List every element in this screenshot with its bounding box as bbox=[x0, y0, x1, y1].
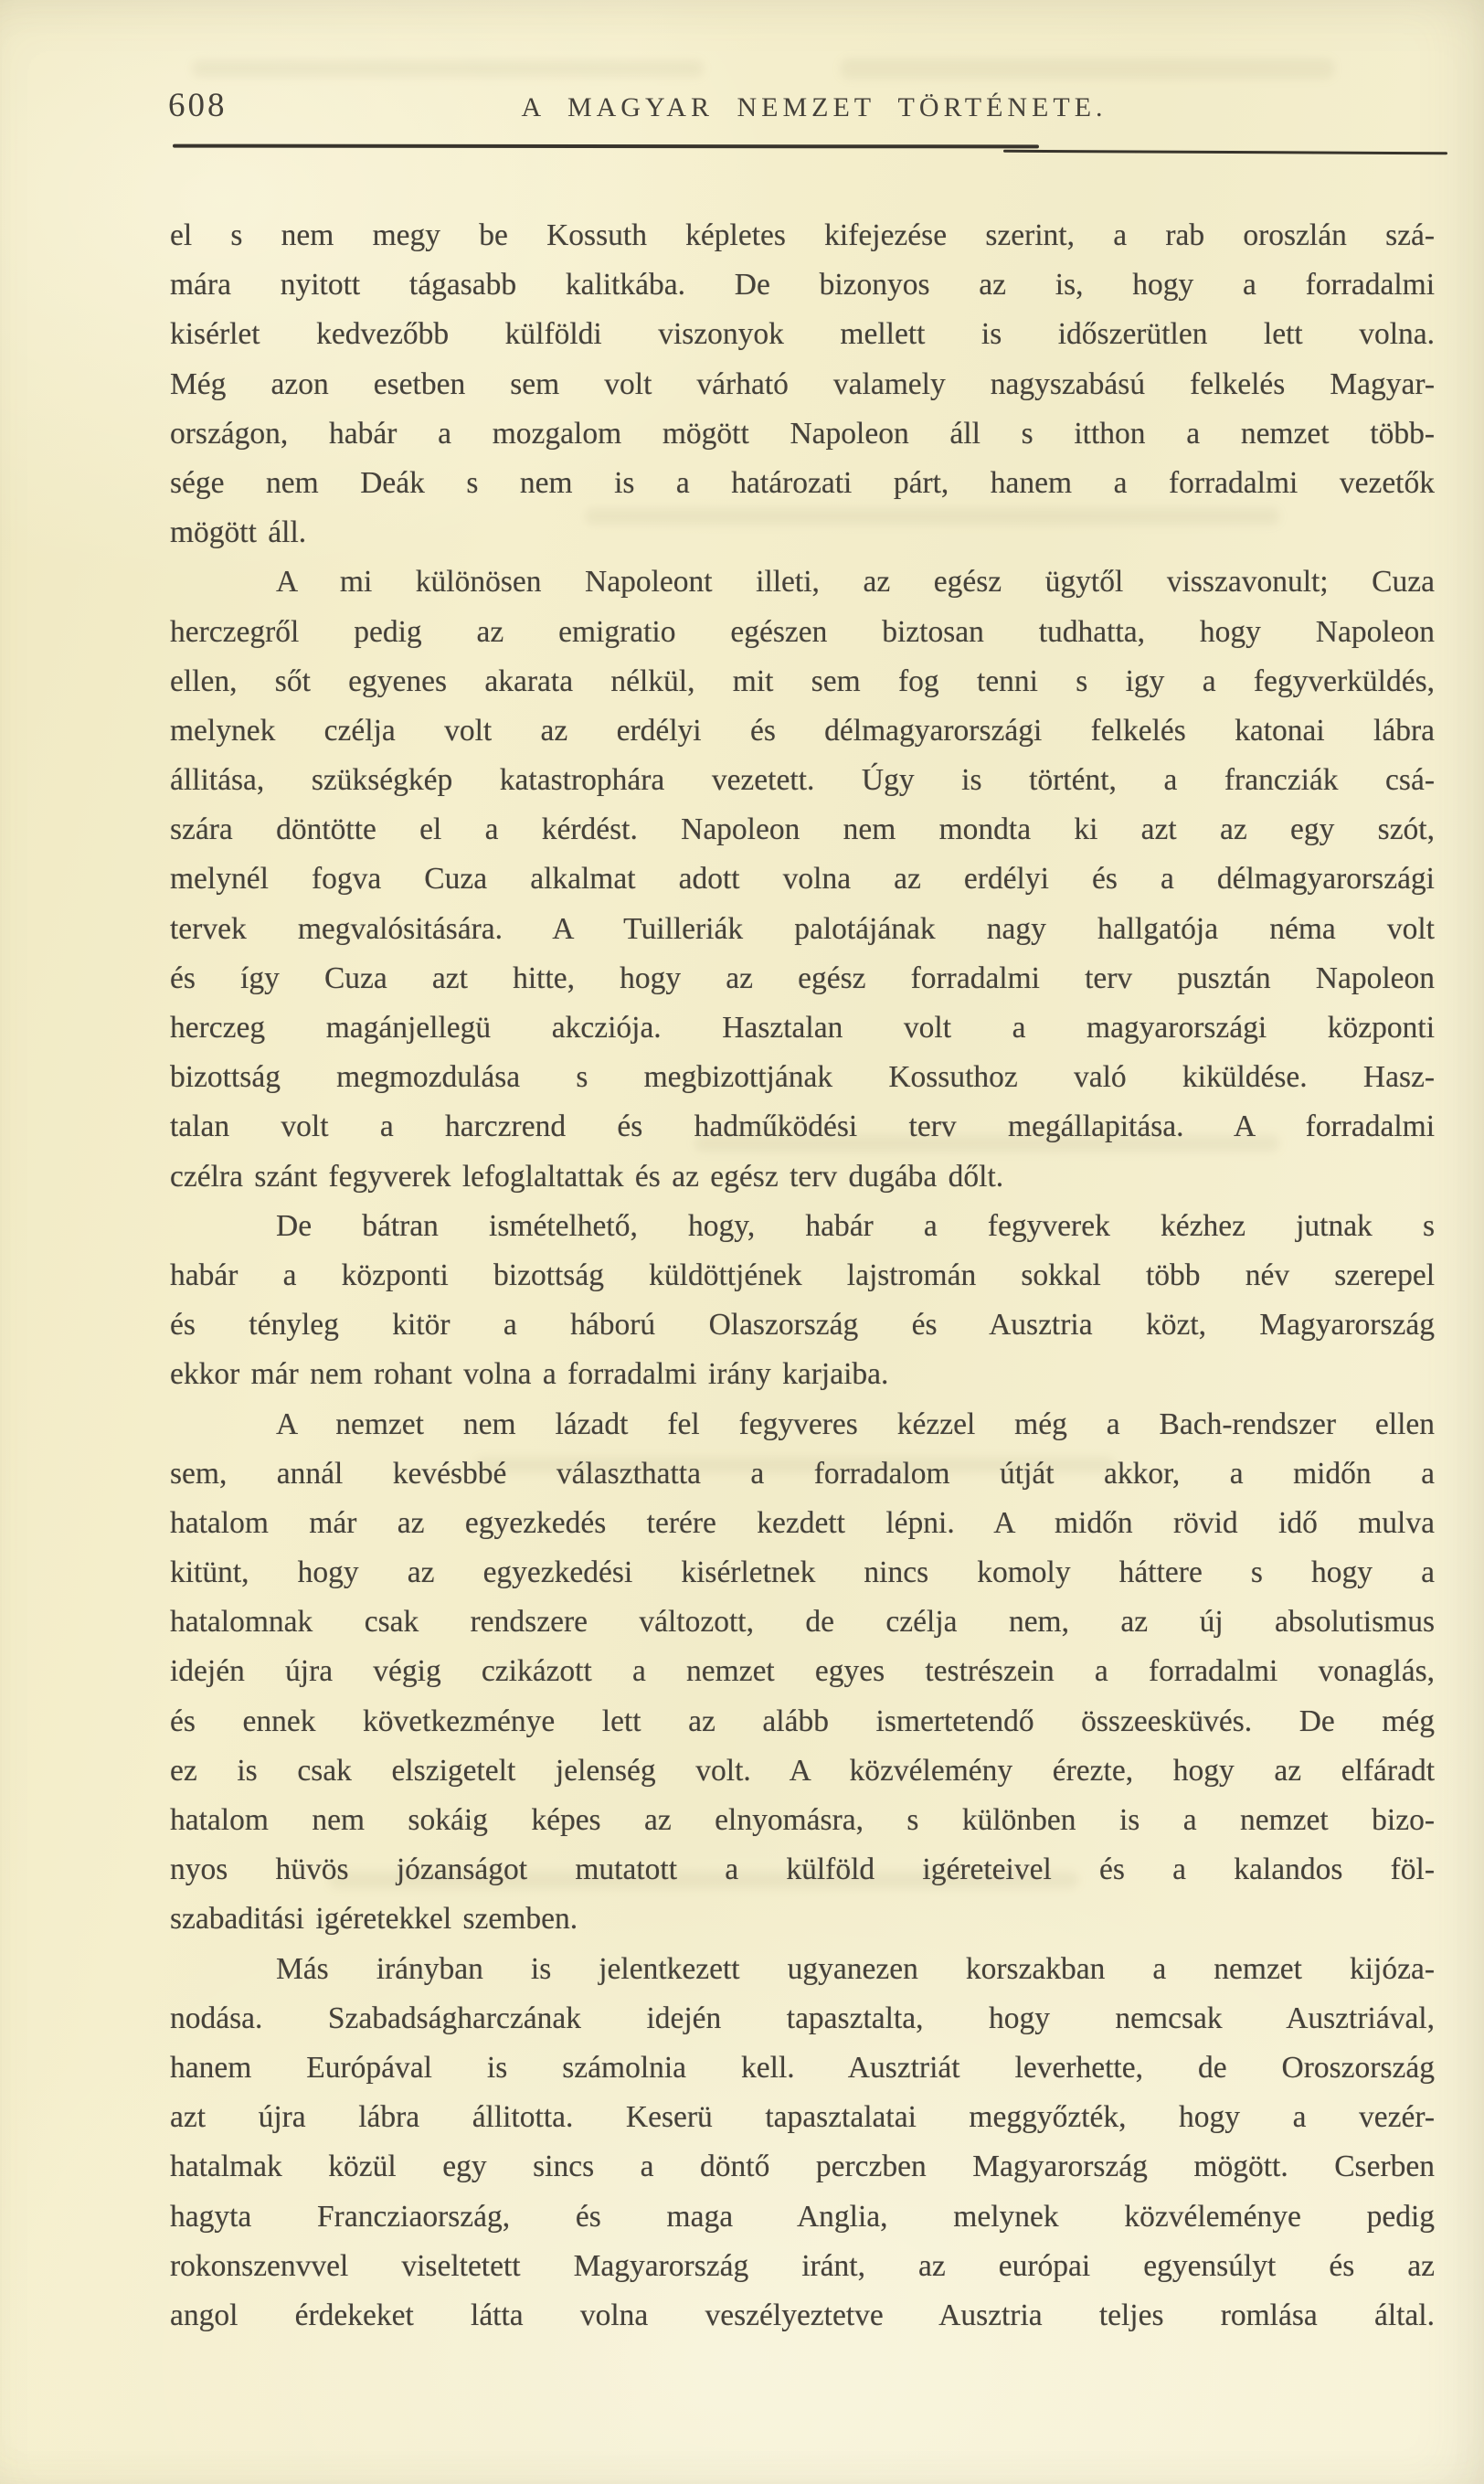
body-text bbox=[170, 211, 1435, 2341]
text-line: De bátran ismételhető, hogy, habár a fegyverek kézhez jutnak s bbox=[276, 1208, 1435, 1243]
text-line: sége nem Deák s nem is a határozati párt, hanem a forradalmi vezetők bbox=[170, 465, 1435, 500]
text-line: sem, annál kevésbbé választhatta a forradalom útját akkor, a midőn a bbox=[170, 1456, 1435, 1491]
text-line: ez is csak elszigetelt jelenség volt. A közvélemény érezte, hogy az elfáradt bbox=[170, 1753, 1435, 1788]
text-line: herczegről pedig az emigratio egészen biztosan tudhatta, hogy Napoleon bbox=[170, 614, 1435, 649]
text-line: ekkor már nem rohant volna a forradalmi irány karjaiba. bbox=[170, 1357, 889, 1392]
text-line: mára nyitott tágasabb kalitkába. De bizonyos az is, hogy a forradalmi bbox=[170, 268, 1435, 303]
text-line: hanem Európával is számolnia kell. Ausztriát leverhette, de Oroszország bbox=[170, 2050, 1435, 2085]
text-line: országon, habár a mozgalom mögött Napoleon áll s itthon a nemzet több- bbox=[170, 416, 1435, 451]
text-line: herczeg magánjellegü akcziója. Hasztalan volt a magyarországi központi bbox=[170, 1011, 1435, 1045]
text-line: melynél fogva Cuza alkalmat adott volna az erdélyi és a délmagyarországi bbox=[170, 862, 1435, 897]
text-line: mögött áll. bbox=[170, 515, 307, 550]
text-line: ellen, sőt egyenes akarata nélkül, mit sem fog tenni s igy a fegyverküldés, bbox=[170, 663, 1435, 698]
text-line: Más irányban is jelentkezett ugyanezen korszakban a nemzet kijóza- bbox=[276, 1951, 1435, 1986]
page-number: 608 bbox=[168, 87, 228, 124]
text-line: habár a központi bizottság küldöttjének lajstromán sokkal több név szerepel bbox=[170, 1258, 1435, 1292]
text-line: nyos hüvös józanságot mutatott a külföld igéreteivel és a kalandos föl- bbox=[170, 1852, 1435, 1887]
text-line: idején újra végig czikázott a nemzet egyes testrészein a forradalmi vonaglás, bbox=[170, 1654, 1435, 1689]
text-line: hatalomnak csak rendszere változott, de czélja nem, az új absolutismus bbox=[170, 1605, 1435, 1640]
text-line: A mi különösen Napoleont illeti, az egész ügytől visszavonult; Cuza bbox=[276, 565, 1435, 600]
text-line: és ennek következménye lett az alább ismertetendő összeesküvés. De még bbox=[170, 1704, 1435, 1738]
header-rule-main bbox=[173, 144, 1039, 149]
text-line: szára döntötte el a kérdést. Napoleon nem mondta ki azt az egy szót, bbox=[170, 812, 1435, 847]
text-line: melynek czélja volt az erdélyi és délmagyarországi felkelés katonai lábra bbox=[170, 713, 1435, 748]
bleed-through-smudge bbox=[192, 60, 704, 77]
text-line: nodása. Szabadságharczának idején tapasztalta, hogy nemcsak Ausztriával, bbox=[170, 2001, 1435, 2035]
text-line: A nemzet nem lázadt fel fegyveres kézzel még a Bach-rendszer ellen bbox=[276, 1407, 1435, 1441]
running-title: A MAGYAR NEMZET TÖRTÉNETE. bbox=[521, 92, 1108, 122]
text-line: állitása, szükségkép katastrophára vezetett. Úgy is történt, a francziák csá- bbox=[170, 763, 1435, 798]
text-line: el s nem megy be Kossuth képletes kifejezése szerint, a rab oroszlán szá- bbox=[170, 218, 1435, 252]
text-line: azt újra lábra állitotta. Keserü tapasztalatai meggyőzték, hogy a vezér- bbox=[170, 2100, 1435, 2135]
text-line: bizottság megmozdulása s megbizottjának Kossuthoz való kiküldése. Hasz- bbox=[170, 1060, 1435, 1095]
text-line: czélra szánt fegyverek lefoglaltattak és az egész terv dugába dőlt. bbox=[170, 1159, 1004, 1194]
text-line: hatalom már az egyezkedés terére kezdett lépni. A midőn rövid idő mulva bbox=[170, 1505, 1435, 1540]
text-line: tervek megvalósitására. A Tuilleriák palotájának nagy hallgatója néma volt bbox=[170, 911, 1435, 946]
bleed-through-smudge bbox=[841, 58, 1334, 79]
text-line: kitünt, hogy az egyezkedési kisérletnek nincs komoly háttere s hogy a bbox=[170, 1555, 1435, 1590]
text-line: hatalmak közül egy sincs a döntő perczben Magyarország mögött. Cserben bbox=[170, 2150, 1435, 2184]
text-line: és tényleg kitör a háború Olaszország és Ausztria közt, Magyarország bbox=[170, 1308, 1435, 1343]
text-line: rokonszenvvel viseltetett Magyarország iránt, az európai egyensúlyt és az bbox=[170, 2248, 1435, 2283]
text-line: kisérlet kedvezőbb külföldi viszonyok mellett is időszerütlen lett volna. bbox=[170, 317, 1435, 352]
text-line: hagyta Francziaország, és maga Anglia, melynek közvéleménye pedig bbox=[170, 2199, 1435, 2234]
header-rule-right bbox=[1003, 150, 1447, 155]
text-line: talan volt a harczrend és hadműködési terv megállapitása. A forradalmi bbox=[170, 1109, 1435, 1144]
text-line: és így Cuza azt hitte, hogy az egész forradalmi terv pusztán Napoleon bbox=[170, 961, 1435, 995]
text-line: szabaditási igéretekkel szemben. bbox=[170, 1902, 578, 1937]
text-line: Még azon esetben sem volt várható valamely nagyszabású felkelés Magyar- bbox=[170, 366, 1435, 401]
text-line: angol érdekeket látta volna veszélyeztetve Ausztria teljes romlása által. bbox=[170, 2298, 1435, 2332]
text-line: hatalom nem sokáig képes az elnyomásra, s különben is a nemzet bizo- bbox=[170, 1803, 1435, 1837]
